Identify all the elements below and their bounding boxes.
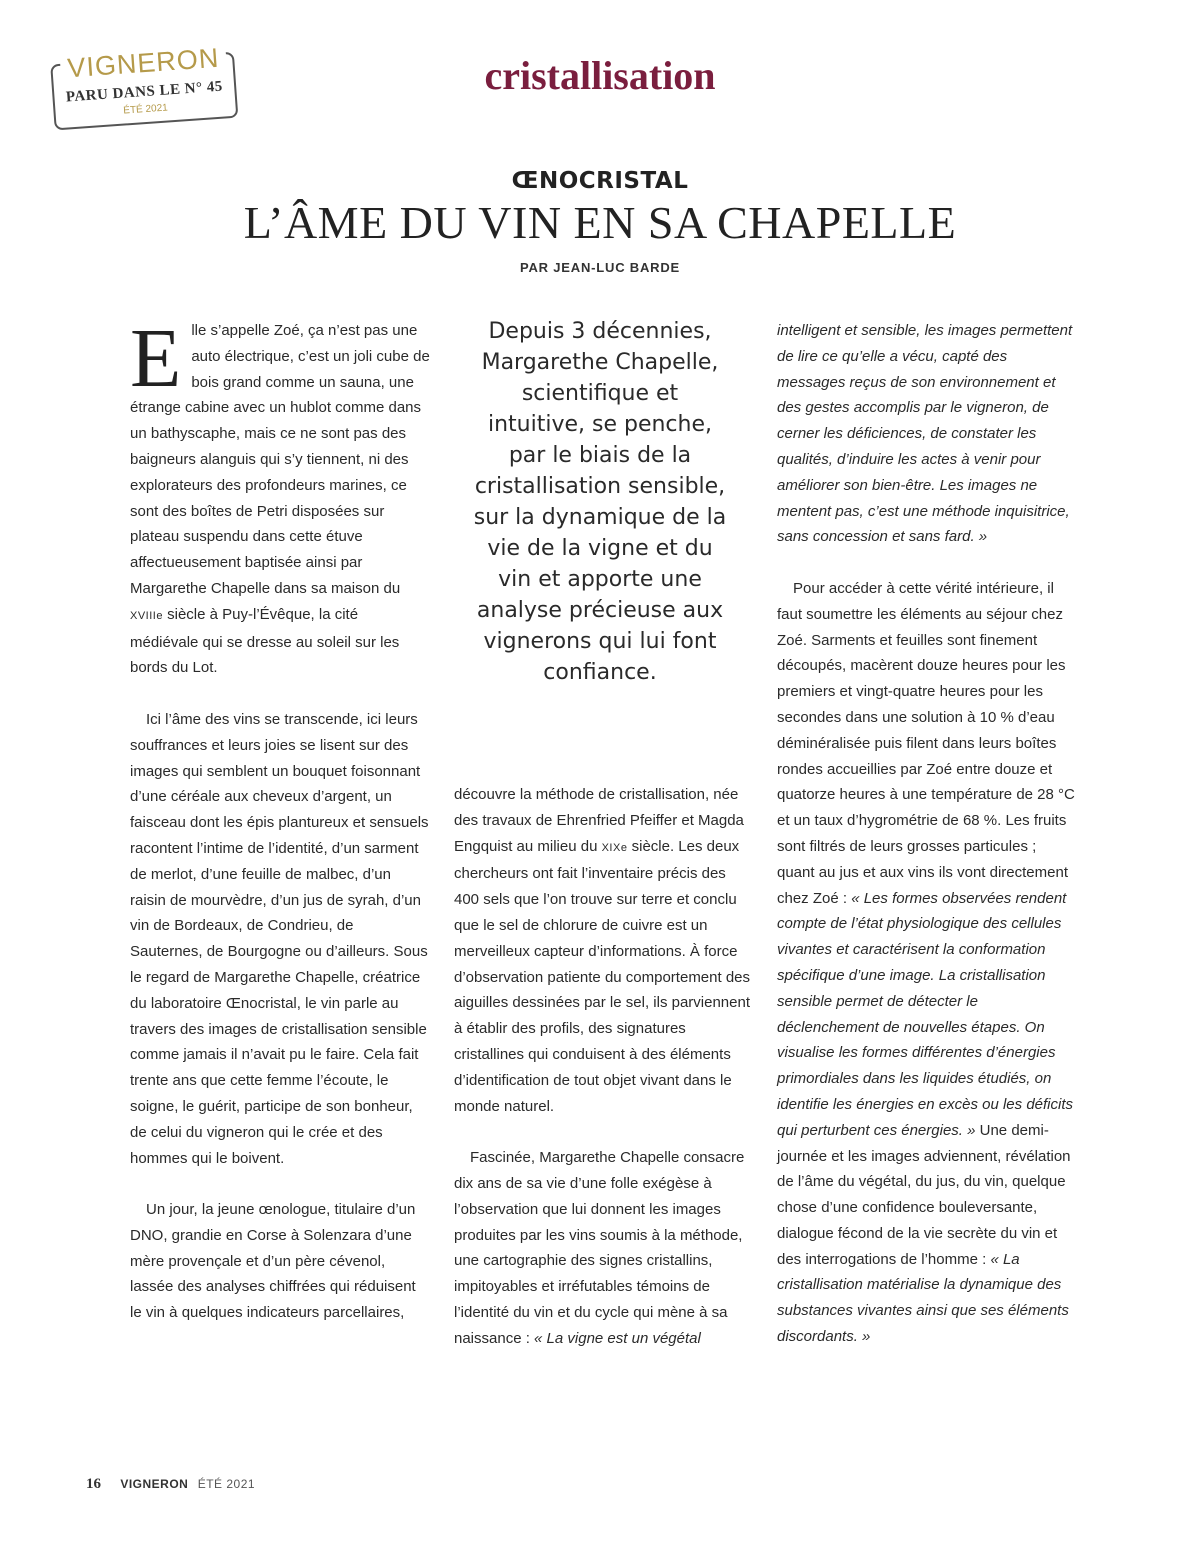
section-rubric: cristallisation — [484, 53, 716, 98]
text-run: découvre la méthode de cristallisation, née des travaux de Ehrenfried Pfeiffer et Magda Engquist au milieu du — [454, 786, 744, 855]
text-column-2 — [454, 782, 754, 1352]
paragraph: Un jour, la jeune œnologue, titulaire d’un DNO, grandie en Corse à Solenzara d’une mère provençale et d’un père cévenol, lassée des analyses chiffrées qui réduisent le vin à quelques indicateurs parcellaires, — [130, 1201, 416, 1322]
text-run: Pour accéder à cette vérité intérieure, il faut soumettre les éléments au séjour chez Zoé. Sarments et feuilles sont finement découpés, macèrent douze heures pour les premiers et vingt-quatre heures pour les secondes dans une solution à 10 % d’eau déminéralisée puis filent dans leurs boîtes rondes accueillies par Zoé entre douze et quatorze heures à une température de 28 °C et un taux d’hygrométrie de 68 %. Les fruits sont filtrés de leurs grosses particules ; quant au jus et aux vins ils vont directement chez Zoé : — [777, 579, 1075, 907]
text-column-3 — [777, 318, 1077, 1350]
quote-run: « La cristallisation matérialise la dynamique des substances vivantes ainsi que ses éléments discordants. » — [777, 1250, 1069, 1346]
century-numeral: XVIIIe — [130, 609, 163, 622]
stamp-date: ÉTÉ 2021 — [122, 102, 169, 117]
text-column-1 — [130, 312, 430, 1326]
quote-run: « La vigne est un végétal — [534, 1329, 701, 1347]
text-run: siècle à Puy-l’Évêque, la cité médiévale qui se dresse au soleil sur les bords du Lot. — [130, 605, 400, 677]
drop-cap: E — [130, 312, 182, 405]
quote-paragraph: intelligent et sensible, les images permettent de lire ce qu’elle a vécu, capté des messages reçus de son environnement et des gestes accomplis par le vigneron, de cerner les déficiences, de constater les qualités, d’induire les actes à venir pour améliorer son bien-être. Les images ne mentent pas, c’est une méthode inquisitrice, sans concession et sans fard. » — [777, 322, 1073, 546]
quote-run: « Les formes observées rendent compte de l’état physiologique des cellules vivantes et caractérisent la conformation spécifique d’une image. La cristallisation sensible permet de détecter le déclenchement de nouvelles étapes. On visualise les formes différentes d’énergies primordiales dans les liquides étudiés, on identifie les énergies en excès ou les déficits qui perturbent ces énergies. » — [777, 889, 1074, 1139]
article-kicker: ŒNOCRISTAL — [511, 168, 689, 194]
article-title: L’ÂME DU VIN EN SA CHAPELLE — [243, 197, 957, 248]
footer-issue: ÉTÉ 2021 — [197, 1477, 256, 1491]
article-byline: PAR JEAN-LUC BARDE — [519, 260, 681, 275]
century-numeral: XIXe — [601, 841, 628, 854]
stamp-brand: VIGNERON — [59, 42, 227, 84]
stamp-issue-line: PARU DANS LE N° 45 — [65, 78, 224, 106]
page-footer — [86, 1476, 255, 1493]
text-run: siècle. Les deux chercheurs ont fait l’inventaire précis des 400 sels que l’on trouve sur terre et conclu que le sel de chlorure de cuivre est un merveilleux capteur d’informations. À force d’observation patiente du comportement des aiguilles dessinées par le sel, ils parviennent à établir des profils, des signatures cristallines qui conduisent à des éléments d’identification de tout objet vivant dans le monde naturel. — [454, 837, 751, 1115]
page-number: 16 — [86, 1476, 101, 1492]
paragraph — [454, 782, 754, 1119]
paragraph — [454, 1145, 754, 1351]
text-run: Une demi-journée et les images adviennent, révélation de l’âme du végétal, du jus, du vin, quelque chose d’une confidence bouleversante, dialogue fécond de la vie secrète du vin et des interrogations de l’homme : — [777, 1121, 1071, 1268]
paragraph — [777, 576, 1077, 1350]
footer-magazine: VIGNERON — [120, 1477, 189, 1491]
text-run: lle s’appelle Zoé, ça n’est pas une auto électrique, c’est un joli cube de bois grand comme un sauna, une étrange cabine avec un hublot comme dans un bathyscaphe, mais ce ne sont pas des baigneurs alanguis qui s’y tiennent, ni des explorateurs des profondeurs marines, ce sont des boîtes de Petri disposées sur plateau suspendu dans cette étuve affectueusement baptisée ainsi par Margarethe Chapelle dans sa maison du — [130, 322, 430, 597]
paragraph: Ici l’âme des vins se transcende, ici leurs souffrances et leurs joies se lisent sur des images qui semblent un bouquet foisonnant d’une céréale aux cheveux d’argent, un faisceau dont les épis plantureux et sensuels racontent l’intime de l’identité, d’un sarment de merlot, d’une feuille de malbec, d’un raisin de mourvèdre, d’un jus de syrah, d’un vin de Bordeaux, de Condrieu, de Sauternes, de Bourgogne ou d’ailleurs. Sous le regard de Margarethe Chapelle, créatrice du laboratoire Œnocristal, le vin parle au travers des images de cristallisation sensible comme jamais il n’avait pu le faire. Cela fait trente ans que cette femme l’écoute, le soigne, le guérit, participe de son bonheur, de celui du vigneron qui le crée et des hommes qui le boivent. — [130, 710, 429, 1167]
paragraph — [130, 312, 430, 681]
pull-quote: Depuis 3 décennies, Margarethe Chapelle, scientifique et intuitive, se penche, par le biais de la cristallisation sensible, sur la dynamique de la vie de la vigne et du vin et apporte une analyse précieuse aux vignerons qui lui font confiance. — [473, 319, 727, 685]
text-run: Fascinée, Margarethe Chapelle consacre dix ans de sa vie d’une folle exégèse à l’observation que lui donnent les images produites par les vins soumis à la méthode, une cartographie des signes cristallins, impitoyables et irréfutables témoins de l’identité du vin et du cycle qui mène à sa naissance : — [454, 1149, 745, 1347]
